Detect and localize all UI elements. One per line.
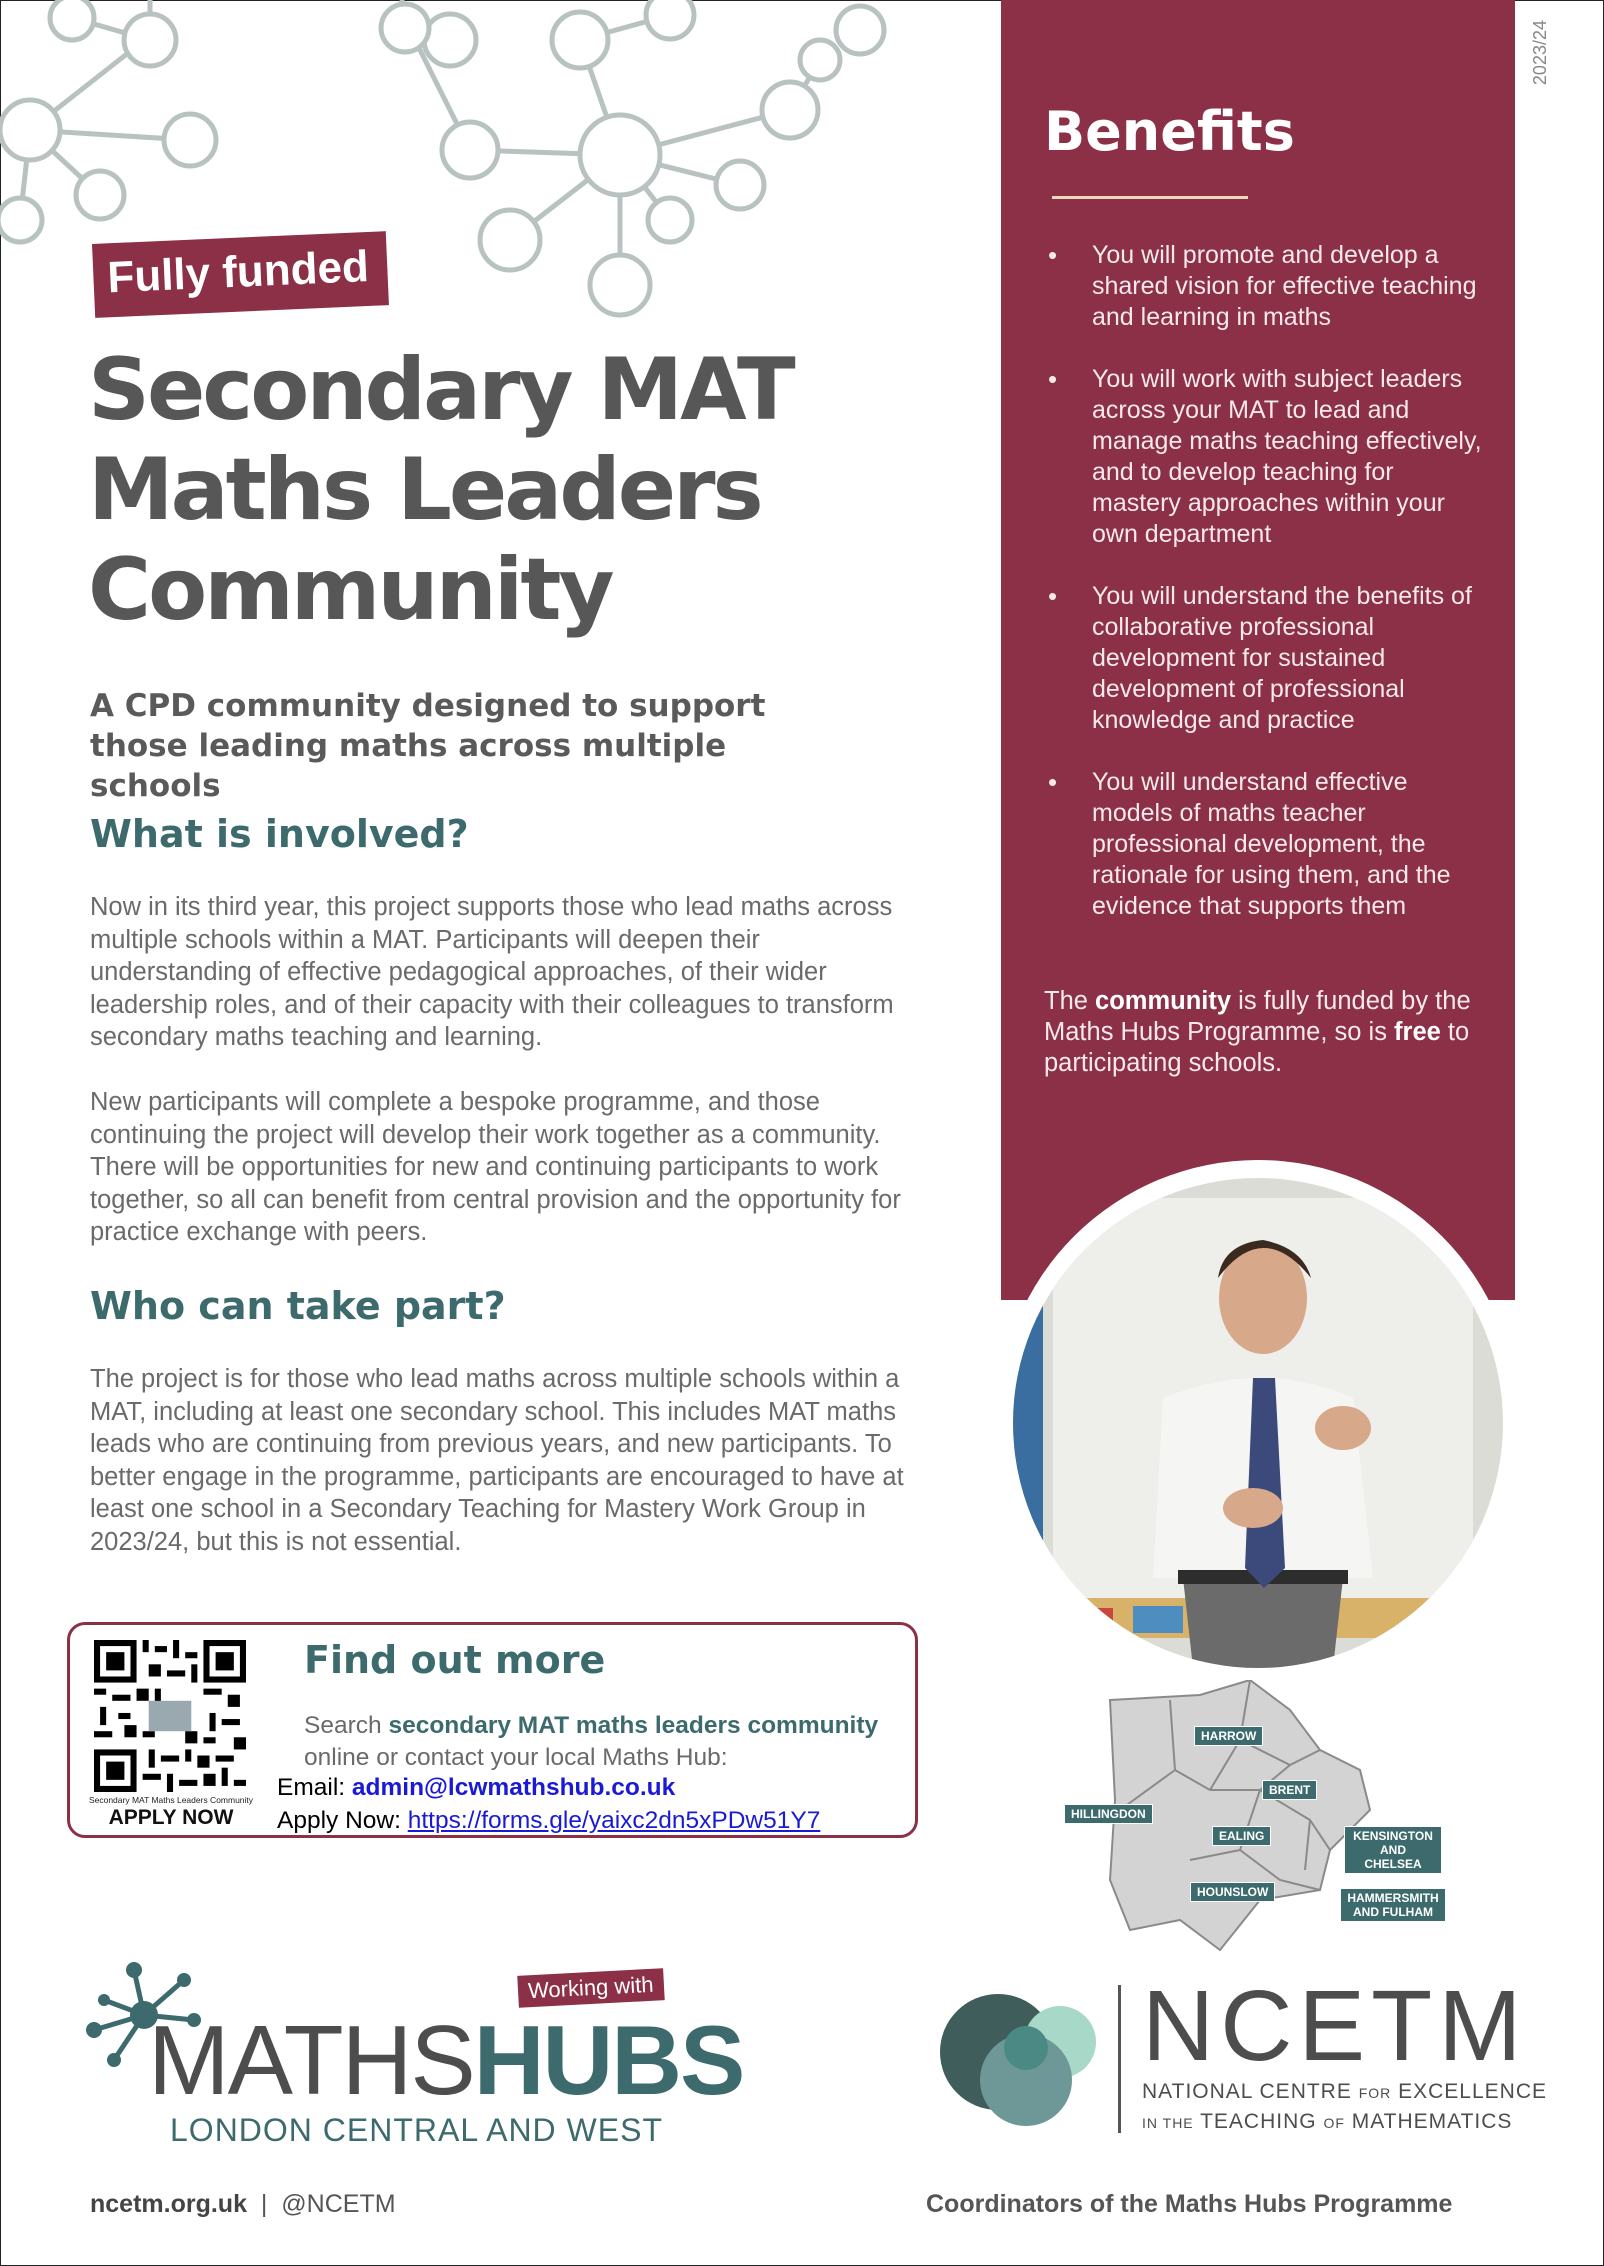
title-line: Maths Leaders [88,440,761,540]
benefits-title: Benefits [1044,100,1295,163]
email-line: Email: admin@lcwmathshub.co.uk [277,1774,676,1801]
footer-site-link[interactable]: ncetm.org.uk [90,2190,247,2218]
qr-apply-now: APPLY NOW [108,1806,234,1829]
page-title [88,340,968,640]
benefit-item: • You will understand effective models of maths teacher professional development, the rationale for using them, and the evidence that supports them [1048,767,1451,920]
ncetm-subtitle-1: NATIONAL CENTRE FOR EXCELLENCE [1142,2080,1547,2103]
qr-code-icon[interactable] [94,1640,246,1792]
find-out-more-title: Find out more [304,1638,606,1682]
footer-right: Coordinators of the Maths Hubs Programme [926,2190,1453,2218]
involved-heading: What is involved? [90,812,469,856]
bullet-icon: • [1048,581,1058,611]
find-out-more-text: Search secondary MAT maths leaders community online or contact your local Maths Hub: [304,1712,879,1771]
who-paragraph: The project is for those who lead maths across multiple schools within a MAT, including at least one secondary school. This includes MAT maths leads who are continuing from previous years, and new participants. To better engage in the programme, participants are encouraged to have at least one school in a Secondary Teaching for Mastery Work Group in 2023/24, but this is not essential. [90,1365,904,1556]
map-label-ealing: EALING [1212,1826,1271,1846]
qr-caption: Secondary MAT Maths Leaders Community [88,1795,254,1805]
maths-hubs-region: LONDON CENTRAL AND WEST [170,2112,663,2148]
footer-handle[interactable]: @NCETM [281,2190,396,2218]
bullet-icon: • [1048,364,1058,394]
teacher-photo [1013,1178,1503,1668]
ncetm-logo-icon [934,1980,1104,2130]
footer-left: ncetm.org.uk | @NCETM [90,2190,396,2218]
fully-funded-badge: Fully funded [92,231,388,318]
search-term: secondary MAT maths leaders community [388,1712,879,1739]
ncetm-divider [1118,1985,1121,2133]
map-label-kensington: KENSINGTON AND CHELSEA [1344,1826,1442,1874]
map-label-hammersmith: HAMMERSMITH AND FULHAM [1340,1888,1446,1922]
benefit-item: • You will work with subject leaders across your MAT to lead and manage maths teaching effectively, and to develop teaching for mastery approaches within your own department [1048,364,1482,548]
benefit-item: • You will understand the benefits of collaborative professional development for sustained development of professional knowledge and practice [1048,581,1472,734]
benefits-divider [1052,196,1248,199]
benefit-item: • You will promote and develop a shared vision for effective teaching and learning in maths [1048,240,1477,331]
title-line: Secondary MAT [88,340,793,440]
map-label-brent: BRENT [1262,1780,1317,1800]
involved-paragraph-1: Now in its third year, this project supports those who lead maths across multiple schools within a MAT. Participants will deepen their understanding of effective pedagogical approaches, of their wider leadership roles, and of their capacity with their colleagues to transform secondary maths teaching and learning. [90,893,894,1051]
email-link[interactable]: admin@lcwmathshub.co.uk [351,1774,676,1801]
working-with-badge: Working with [517,1968,664,2008]
ncetm-wordmark: NCETM [1142,1970,1528,2082]
map-label-hillingdon: HILLINGDON [1064,1804,1153,1824]
map-label-harrow: HARROW [1194,1726,1263,1746]
benefits-list [1044,240,1484,953]
map-label-hounslow: HOUNSLOW [1190,1882,1275,1902]
subtitle: A CPD community designed to support those leading maths across multiple schools [90,688,766,804]
maths-hubs-wordmark: MATHSHUBS [148,2005,744,2115]
bullet-icon: • [1048,240,1058,270]
apply-line: Apply Now: https://forms.gle/yaixc2dn5xPDw51Y7 [277,1807,821,1834]
apply-now-link[interactable]: https://forms.gle/yaixc2dn5xPDw51Y7 [407,1807,821,1834]
ncetm-subtitle-2: IN THE TEACHING OF MATHEMATICS [1142,2110,1513,2133]
benefits-note: The community is fully funded by the Maths Hubs Programme, so is free to participating schools. [1044,987,1471,1077]
title-line: Community [88,540,612,640]
who-heading: Who can take part? [90,1284,506,1328]
year-label: 2023/24 [1530,20,1550,86]
bullet-icon: • [1048,767,1058,797]
involved-paragraph-2: New participants will complete a bespoke programme, and those continuing the project will develop their work together as a community. There will be opportunities for new and continuing participants to work together, so all can benefit from central provision and the opportunity for practice exchange with peers. [90,1088,901,1246]
